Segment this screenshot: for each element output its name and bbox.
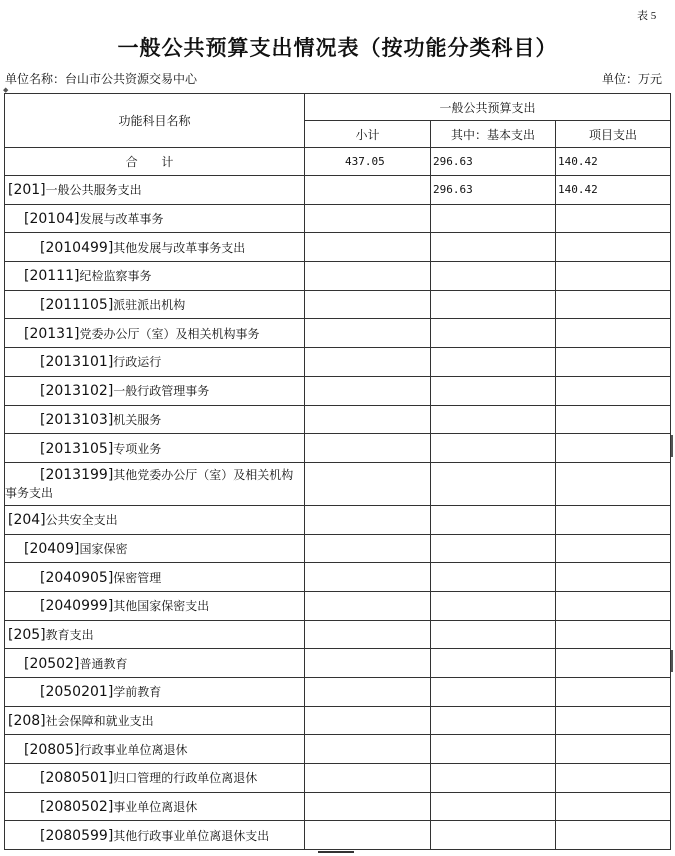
total-subtotal: 437.05 (305, 148, 431, 176)
project-cell (556, 204, 671, 233)
project-cell (556, 563, 671, 592)
table-row (5, 319, 671, 348)
function-code: [20111] (24, 268, 80, 285)
basic-cell (431, 821, 556, 850)
function-name-cell (5, 405, 305, 434)
budget-table (4, 93, 671, 850)
table-row (5, 678, 671, 707)
function-code: [2080599] (40, 827, 114, 844)
bottom-edge-mark (318, 851, 354, 856)
function-name: 保密管理 (113, 570, 162, 585)
project-cell (556, 376, 671, 405)
function-name: 普通教育 (79, 656, 128, 671)
basic-cell (431, 505, 556, 534)
basic-cell (431, 649, 556, 678)
table-row (5, 649, 671, 678)
function-code: [2013102] (40, 383, 114, 400)
subtotal-cell (305, 534, 431, 563)
function-name: 专项业务 (113, 441, 162, 456)
project-cell (556, 678, 671, 707)
function-name-cell (5, 233, 305, 262)
function-name-cell (5, 706, 305, 735)
function-code: [2050201] (40, 684, 114, 701)
basic-cell (431, 764, 556, 793)
table-row (5, 563, 671, 592)
table-row (5, 290, 671, 319)
unit-name: 单位名称：台山市公共资源交易中心 (5, 72, 198, 86)
subtotal-cell (305, 290, 431, 319)
function-code: [2013101] (40, 354, 114, 371)
basic-cell (431, 735, 556, 764)
subtotal-cell (305, 348, 431, 377)
project-cell (556, 233, 671, 262)
subtotal-cell (305, 649, 431, 678)
subtotal-cell (305, 678, 431, 707)
function-code: [20805] (24, 741, 80, 758)
basic-cell (431, 620, 556, 649)
subtotal-cell (305, 405, 431, 434)
table-row (5, 534, 671, 563)
total-basic: 296.63 (431, 148, 556, 176)
function-name: 其他行政事业单位离退休支出 (113, 828, 270, 843)
project-cell (556, 462, 671, 505)
project-cell (556, 319, 671, 348)
function-code: [2080501] (40, 770, 114, 787)
project-cell (556, 821, 671, 850)
subtotal-cell (305, 620, 431, 649)
basic-cell (431, 319, 556, 348)
function-code: [2013199] (40, 466, 114, 483)
function-name-cell (5, 348, 305, 377)
function-name: 一般公共服务支出 (45, 183, 142, 198)
function-code: [2010499] (40, 239, 114, 256)
function-name-cell (5, 290, 305, 319)
table-row (5, 262, 671, 291)
project-cell (556, 706, 671, 735)
function-name-cell (5, 505, 305, 534)
basic-cell (431, 462, 556, 505)
function-name-cell (5, 649, 305, 678)
header-basic: 其中：基本支出 (431, 121, 556, 148)
function-name-cell (5, 462, 305, 505)
function-name: 事业单位离退休 (113, 800, 198, 815)
subtotal-cell (305, 792, 431, 821)
table-number: 表 5 (637, 10, 657, 22)
basic-cell (431, 534, 556, 563)
function-name: 派驻派出机构 (113, 298, 186, 313)
basic-cell (431, 204, 556, 233)
project-cell (556, 290, 671, 319)
function-name: 党委办公厅（室）及相关机构事务 (79, 326, 260, 341)
project-cell (556, 505, 671, 534)
basic-cell: 296.63 (431, 176, 556, 205)
project-cell (556, 764, 671, 793)
project-cell: 140.42 (556, 176, 671, 205)
function-name: 公共安全支出 (45, 513, 118, 528)
subtotal-cell (305, 319, 431, 348)
project-cell (556, 620, 671, 649)
function-code: [20409] (24, 540, 80, 557)
table-row (5, 233, 671, 262)
basic-cell (431, 792, 556, 821)
function-name-cell (5, 204, 305, 233)
function-name: 行政事业单位离退休 (79, 742, 188, 757)
function-name: 一般行政管理事务 (113, 384, 210, 399)
table-row (5, 792, 671, 821)
subtotal-cell (305, 591, 431, 620)
table-row (5, 821, 671, 850)
project-cell (556, 534, 671, 563)
subtotal-cell (305, 764, 431, 793)
table-row (5, 735, 671, 764)
table-row (5, 706, 671, 735)
function-code: [2080502] (40, 799, 114, 816)
function-code: [201] (8, 182, 46, 199)
function-code: [20502] (24, 655, 80, 672)
basic-cell (431, 348, 556, 377)
function-code: [208] (8, 713, 46, 730)
subtotal-cell (305, 563, 431, 592)
table-row (5, 434, 671, 463)
subtotal-cell (305, 176, 431, 205)
project-cell (556, 735, 671, 764)
subtotal-cell (305, 376, 431, 405)
function-name-cell (5, 319, 305, 348)
subtotal-cell (305, 434, 431, 463)
function-name-cell (5, 176, 305, 205)
table-row (5, 204, 671, 233)
function-name: 纪检监察事务 (79, 269, 152, 284)
function-name: 行政运行 (113, 355, 162, 370)
subtotal-cell (305, 233, 431, 262)
header-project: 项目支出 (556, 121, 671, 148)
header-subtotal: 小计 (305, 121, 431, 148)
basic-cell (431, 591, 556, 620)
table-row (5, 348, 671, 377)
function-code: [2040999] (40, 598, 114, 615)
function-name: 学前教育 (113, 685, 162, 700)
function-name-cell (5, 792, 305, 821)
project-cell (556, 649, 671, 678)
function-name-cell (5, 735, 305, 764)
function-name: 发展与改革事务 (79, 212, 164, 227)
table-row (5, 405, 671, 434)
total-label: 合 计 (5, 148, 305, 176)
project-cell (556, 434, 671, 463)
project-cell (556, 348, 671, 377)
function-name-cell (5, 821, 305, 850)
subtotal-cell (305, 505, 431, 534)
subtotal-cell (305, 706, 431, 735)
table-anchor-mark: ◆ (3, 86, 9, 94)
total-project: 140.42 (556, 148, 671, 176)
subtotal-cell (305, 462, 431, 505)
function-name: 国家保密 (79, 541, 128, 556)
total-row (5, 148, 671, 176)
right-edge-mark (671, 650, 673, 672)
basic-cell (431, 706, 556, 735)
function-name-cell (5, 534, 305, 563)
function-name-cell (5, 591, 305, 620)
function-name-cell (5, 620, 305, 649)
project-cell (556, 591, 671, 620)
header-budget-group: 一般公共预算支出 (305, 94, 671, 121)
project-cell (556, 262, 671, 291)
header-function-name: 功能科目名称 (5, 94, 305, 148)
function-name: 社会保障和就业支出 (45, 714, 154, 729)
function-name: 归口管理的行政单位离退休 (113, 771, 258, 786)
basic-cell (431, 376, 556, 405)
subtotal-cell (305, 262, 431, 291)
project-cell (556, 792, 671, 821)
basic-cell (431, 563, 556, 592)
page-title: 一般公共预算支出情况表（按功能分类科目） (117, 35, 558, 60)
basic-cell (431, 262, 556, 291)
function-code: [205] (8, 626, 46, 643)
function-code: [2011105] (40, 297, 114, 314)
right-edge-mark (671, 435, 673, 457)
function-code: [2013105] (40, 440, 114, 457)
function-name: 机关服务 (113, 412, 162, 427)
table-row (5, 591, 671, 620)
function-code: [2013103] (40, 411, 114, 428)
function-name-cell (5, 764, 305, 793)
function-name-cell (5, 563, 305, 592)
currency-unit: 单位：万元 (602, 72, 663, 86)
table-row (5, 505, 671, 534)
subtotal-cell (305, 204, 431, 233)
basic-cell (431, 405, 556, 434)
function-code: [2040905] (40, 569, 114, 586)
subtotal-cell (305, 735, 431, 764)
function-name-cell (5, 434, 305, 463)
function-name-cell (5, 376, 305, 405)
table-row (5, 620, 671, 649)
function-name-cell (5, 262, 305, 291)
function-name-cell (5, 678, 305, 707)
table-row (5, 376, 671, 405)
basic-cell (431, 290, 556, 319)
function-name: 其他国家保密支出 (113, 599, 210, 614)
subtotal-cell (305, 821, 431, 850)
table-row (5, 764, 671, 793)
function-code: [20104] (24, 211, 80, 228)
basic-cell (431, 233, 556, 262)
basic-cell (431, 434, 556, 463)
function-name: 其他发展与改革事务支出 (113, 240, 246, 255)
function-code: [204] (8, 512, 46, 529)
function-code: [20131] (24, 325, 80, 342)
table-row (5, 462, 671, 505)
function-name: 其他党委办公厅（室）及相关机构事务支出 (5, 467, 294, 500)
function-name: 教育支出 (45, 627, 94, 642)
basic-cell (431, 678, 556, 707)
project-cell (556, 405, 671, 434)
table-row (5, 176, 671, 205)
